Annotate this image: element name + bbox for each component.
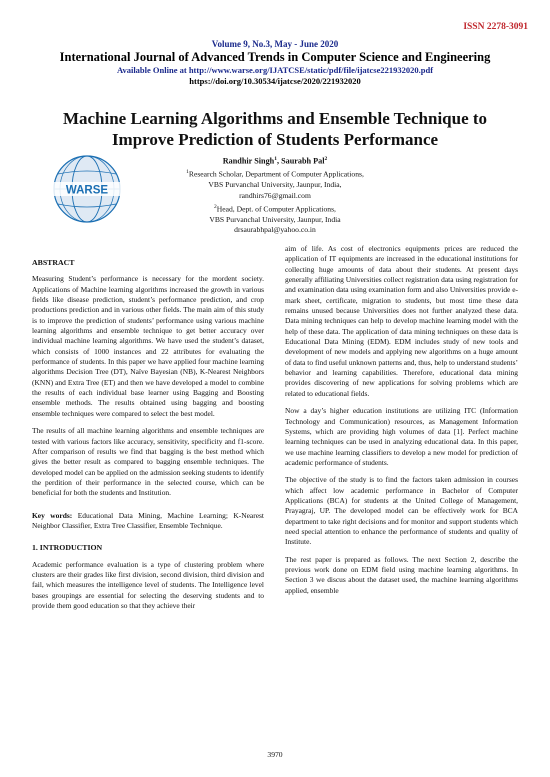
right-paragraph-1: aim of life. As cost of electronics equipments prices are reduced the application of IT equipments are increased in the educational institutions for collecting huge amounts of data about their students. At present days generally affiliating Universities collect registration data using registration for and examination data using examination form and also Universities provide e-mark sheet, certificate, migration to students, but most time these data remains unused because Universities does not further analyzed these data. Data mining techniques can help to develop machine learning model with the help of these data. The application of data mining techniques on these data is Educational Data Mining (EDM). EDM includes study of new tools and development of new models and applying new algorithms on a huge amount of data to find useful unknown patterns and, thus, help to understand students’ behavior and learning capabilities. Therefore, educational data mining provides discovering of new applications for solving problems which are related to educational fields. <box>285 244 518 398</box>
right-paragraph-3: The objective of the study is to find the factors taken admission in courses which affect low academic performance in Bachelor of Computer Applications (BCA) for students at the United College of Management, Prayagraj, UP. The developed model can be effectively work for BCA department to take right decisions and for monitor and support students which need special attention to enhance the performance of students and quality of Institute. <box>285 475 518 547</box>
right-paragraph-4: The rest paper is prepared as follows. The next Section 2, describe the previous work done on EDM field using machine learning algorithms. In Section 3 we discus about the dataset used, the machine learning algorithms applied, ensemble <box>285 554 518 595</box>
paper-title: Machine Learning Algorithms and Ensemble Technique to Improve Prediction of Students Performance <box>62 109 488 149</box>
availability-link[interactable]: Available Online at http://www.warse.org/IJATCSE/static/pdf/file/ijatcse221932020.pdf <box>116 65 434 75</box>
affiliation-2-university: VBS Purvanchal University, Jaunpur, India <box>209 214 341 224</box>
doi-link[interactable]: https://doi.org/10.30534/ijatcse/2020/221932020 <box>189 76 361 86</box>
affiliation-1: $^1$Research Scholar, Department of Computer Applications, <box>186 169 364 179</box>
author-1-email[interactable]: randhirs76@gmail.com <box>239 191 311 201</box>
journal-header <box>0 38 550 87</box>
page-number: 3970 <box>267 750 283 759</box>
issn-label: ISSN 2278-3091 <box>463 22 528 32</box>
abstract-heading: ABSTRACT <box>32 258 75 267</box>
affiliation-2: $^2$Head, Dept. of Computer Applications, <box>214 203 336 214</box>
introduction-heading: 1. INTRODUCTION <box>32 543 103 553</box>
author-names: Randhir Singh$^1$, Saurabh Pal$^2$ <box>222 156 328 166</box>
introduction-paragraph-1: Academic performance evaluation is a type of clustering problem where clusters are their grades like first division, second division, third division and fail, which measures the intelligence level of students. The Intelligence level bases groupings are essential for selecting the deserving students and to provide them good education so that they achieve their <box>32 559 264 610</box>
affiliation-1-university: VBS Purvanchal University, Jaunpur, India, <box>208 180 342 190</box>
abstract-paragraph-2: The results of all machine learning algorithms and ensemble techniques are tested with various factors like accuracy, sensitivity, specificity and f1-score. After comparison of results we find that bagging is the best method which gives the better result as compared to bagging ensemble techniques. The developed model can be applied on the admission seeking students to identify the perdition of their performance in the selected course, which can be beneficial for both the students and Institution. <box>32 426 264 498</box>
right-column <box>285 244 518 603</box>
abstract-paragraph-1: Measuring Student’s performance is necessary for the mordent society. Applications of Machine learning algorithms increased the growth in various fields like disease prediction, student’s performance prediction, and crop productions prediction and in various other fields. The main aim of this study is to improve the prediction of students’ performance using various machine learning algorithms and ensemble technique to get better accuracy over individual machine learning algorithms. We have used the student’s dataset, which consists of 1000 instances and 22 attributes for evaluating the performance of students. In this paper we have applied four machine learning algorithms Decision Tree (DT), Naïve Bayesian (NB), K-Nearest Neighbors (KNN) and Extra Tree (ET) and then we have developed a model to combine the results of each individual base learner using Bagging and Boosting ensemble methods. The results obtained using bagging and boosting ensemble techniques were compared to select the best model. <box>32 274 264 418</box>
logo-text: WARSE <box>65 184 109 197</box>
warse-globe-logo-icon <box>50 152 124 226</box>
author-2-email[interactable]: drsaurabhpal@yahoo.co.in <box>234 225 316 235</box>
right-paragraph-2: Now a day’s higher education institutions are utilizing ITC (Information Technology and Communication) resources, as Management Information Systems, which are providing high volumes of data [1]. Perfect machine learning techniques can be used in analyzing educational data. In this paper, we use machine learning classifiers to develop a new model for prediction of academic performance of students. <box>285 406 518 467</box>
keywords: Key words: Educational Data Mining, Machine Learning; K-Nearest Neighbor Classifier, Extra Tree Classifier, Ensemble Technique. <box>32 510 264 530</box>
left-column <box>32 244 264 618</box>
journal-name: International Journal of Advanced Trends in Computer Science and Engineering <box>59 50 491 64</box>
author-block <box>130 154 420 236</box>
volume-line: Volume 9, No.3, May - June 2020 <box>211 39 339 49</box>
